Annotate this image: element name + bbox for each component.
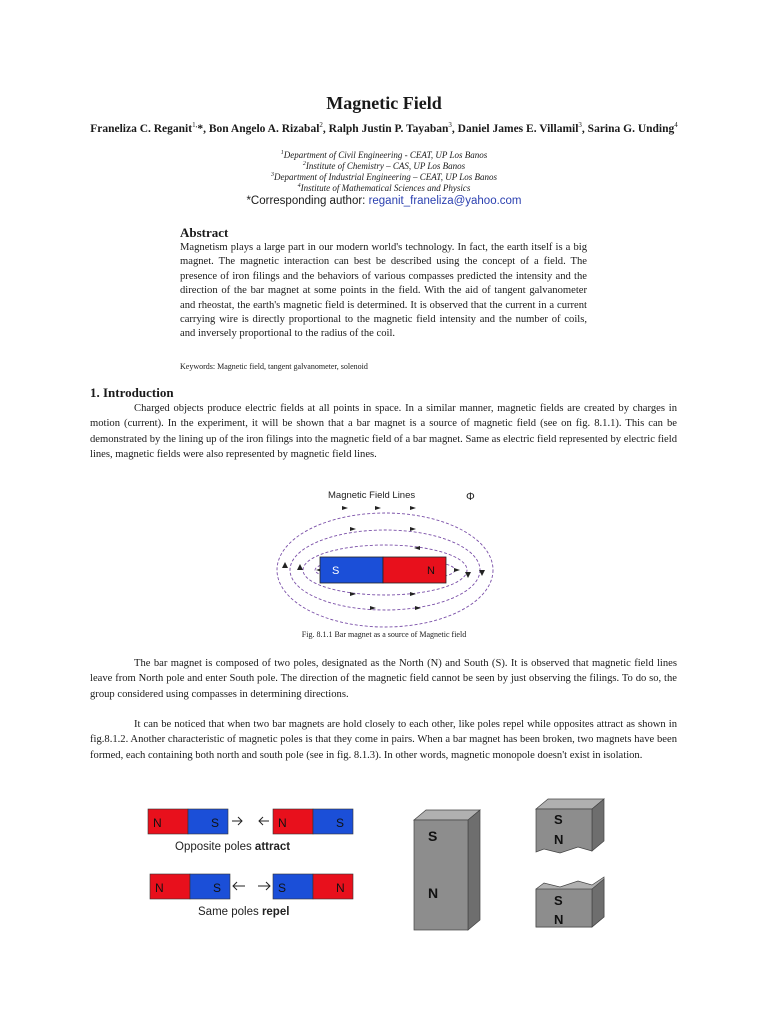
author-sep: , (581, 122, 588, 135)
pole-label: S (278, 881, 287, 895)
figure-magnetic-field-lines (270, 484, 500, 629)
broken-piece-top (536, 799, 604, 853)
author-4: Daniel James E. Villamil (457, 122, 579, 135)
arrow-icon (479, 570, 485, 576)
affiliation-sup: 3 (270, 172, 274, 178)
pole-label: N (428, 885, 439, 901)
author-2-sup: 2 (319, 121, 323, 129)
magnet-south (190, 874, 230, 899)
repel-caption (198, 906, 289, 918)
figure-pole-interactions (140, 800, 370, 925)
arrow-icon (410, 592, 416, 596)
intro-paragraph-1 (90, 401, 677, 462)
pole-label: S (213, 881, 222, 895)
arrow-left-icon (233, 882, 245, 890)
author-3-sup: 3 (448, 121, 452, 129)
corresponding-label: *Corresponding author: (246, 195, 369, 207)
pole-label: S (336, 816, 345, 830)
caption-text: Opposite poles (175, 841, 255, 853)
affiliation-text: Department of Civil Engineering - CEAT, UP Los Banos (283, 150, 488, 160)
pole-label: S (554, 812, 563, 827)
arrow-icon (410, 527, 416, 531)
affiliation-sup: 1 (280, 150, 284, 156)
south-pole (320, 557, 383, 583)
paragraph-text: It can be noticed that when two bar magnets are hold closely to each other, like poles repel while opposites attract as shown in fig.8.1.2. Another characteristic of magnetic poles is that they come in pairs. When a bar magnet has been broken, two magnets have been formed, each containing both north and south pole (see in fig. 8.1.3). In other words, magnetic monopole doesn't exist in isolation. (90, 719, 677, 761)
magnet-south (188, 809, 228, 834)
south-label: S (332, 565, 340, 577)
arrow-icon (297, 564, 303, 570)
arrow-icon (342, 506, 348, 510)
figure-whole-magnet (408, 808, 490, 936)
north-label: N (427, 565, 435, 577)
keywords: Keywords: Magnetic field, tangent galvanometer, solenoid (180, 362, 368, 371)
intro-paragraph-3 (90, 717, 677, 763)
arrow-left-icon (259, 817, 269, 825)
abstract-heading: Abstract (180, 225, 229, 240)
author-1: Franeliza C. Reganit (90, 122, 193, 135)
author-5: Sarina G. Unding (587, 122, 675, 135)
attract-arrows (232, 817, 269, 825)
author-list (80, 117, 688, 137)
pole-label: N (554, 912, 564, 927)
author-2: Bon Angelo A. Rizabal (208, 122, 320, 135)
section-heading-introduction: 1. Introduction (90, 385, 174, 400)
caption-bold: repel (261, 906, 290, 918)
figure-broken-magnet (530, 797, 612, 937)
arrow-icon (375, 506, 381, 510)
corresponding-email-link[interactable]: reganit_franeliza@yahoo.com (368, 195, 522, 207)
repel-arrows (233, 882, 270, 890)
phi-symbol: Φ (466, 491, 475, 503)
intro-paragraph-2 (90, 656, 677, 702)
paper-title: Magnetic Field (326, 93, 442, 113)
pole-label: N (155, 881, 164, 895)
broken-piece-bottom (536, 877, 604, 927)
block-front-face (536, 809, 592, 853)
figure-label: Magnetic Field Lines (328, 490, 416, 501)
author-sep: , (451, 122, 458, 135)
author-3: Ralph Justin P. Tayaban (328, 122, 449, 135)
pole-label: N (278, 816, 287, 830)
arrow-icon (282, 562, 288, 568)
affiliation-sup: 4 (297, 183, 301, 189)
author-sep: , (322, 122, 329, 135)
author-1-sup: 1, (192, 121, 198, 129)
magnet-south (313, 809, 353, 834)
arrow-right-icon (232, 817, 242, 825)
arrow-icon (454, 568, 460, 572)
pole-label: S (554, 893, 563, 908)
arrow-right-icon (258, 882, 270, 890)
paragraph-text: The bar magnet is composed of two poles, designated as the North (N) and South (S). It is observed that magnetic field lines leave from North pole and enter South pole. The direction of the magnetic field cannot be seen by just observing the filings. To do so, the group considered using compasses in determining directions. (90, 658, 677, 700)
arrow-icon (410, 506, 416, 510)
author-1-star: *, (197, 122, 209, 135)
attract-caption (175, 841, 290, 853)
magnet-north (313, 874, 353, 899)
arrow-icon (350, 527, 356, 531)
author-4-sup: 3 (578, 121, 582, 129)
pole-label: N (554, 832, 564, 847)
arrow-icon (415, 606, 421, 610)
arrow-icon (465, 572, 471, 578)
block-front-face (414, 820, 468, 930)
paragraph-text: Charged objects produce electric fields at all points in space. In a similar manner, magnetic fields are created by charges in motion (current). In the experiment, it will be shown that a bar magnet is a source of magnetic field (see on fig. 8.1.1). This can be demonstrated by the lining up of the iron filings into the magnetic field of a bar magnet. Same as electric field represented by electric field lines, magnetic fields were also represented by magnetic field lines. (90, 403, 677, 460)
repel-row (150, 874, 353, 918)
affiliation-4 (0, 181, 768, 194)
abstract-text: Magnetism plays a large part in our modern world's technology. In fact, the earth itself is a big magnet. The magnetic interaction can best be described using the concept of a field. The presence of iron filings and the behaviors of various compasses predicted the intensity and the direction of the bar magnet at some points in the field. With the aid of tangent galvanometer and rheostat, the earth's magnetic field is determined. It is observed that the current in a current carrying wire is directly proportional to the magnetic field intensity and the number of coils, and inversely proportional to the radius of the coil. (180, 242, 587, 340)
affiliation-sup: 2 (302, 161, 306, 167)
attract-row (148, 809, 353, 853)
pole-label: N (153, 816, 162, 830)
pole-label: N (336, 881, 345, 895)
affiliation-text: Institute of Chemistry – CAS, UP Los Banos (305, 161, 466, 171)
author-5-sup: 4 (674, 121, 678, 129)
block-side-face (468, 810, 480, 930)
caption-text: Same poles (198, 906, 262, 918)
corresponding-author (0, 195, 768, 207)
pole-label: S (428, 828, 438, 844)
affiliation-text: Institute of Mathematical Sciences and Physics (300, 183, 471, 193)
pole-label: S (211, 816, 220, 830)
caption-bold: attract (254, 841, 291, 853)
affiliation-text: Department of Industrial Engineering – CEAT, UP Los Banos (273, 172, 498, 182)
block-front-face (536, 889, 592, 927)
figure-caption: Fig. 8.1.1 Bar magnet as a source of Magnetic field (301, 630, 467, 639)
north-pole (383, 557, 446, 583)
